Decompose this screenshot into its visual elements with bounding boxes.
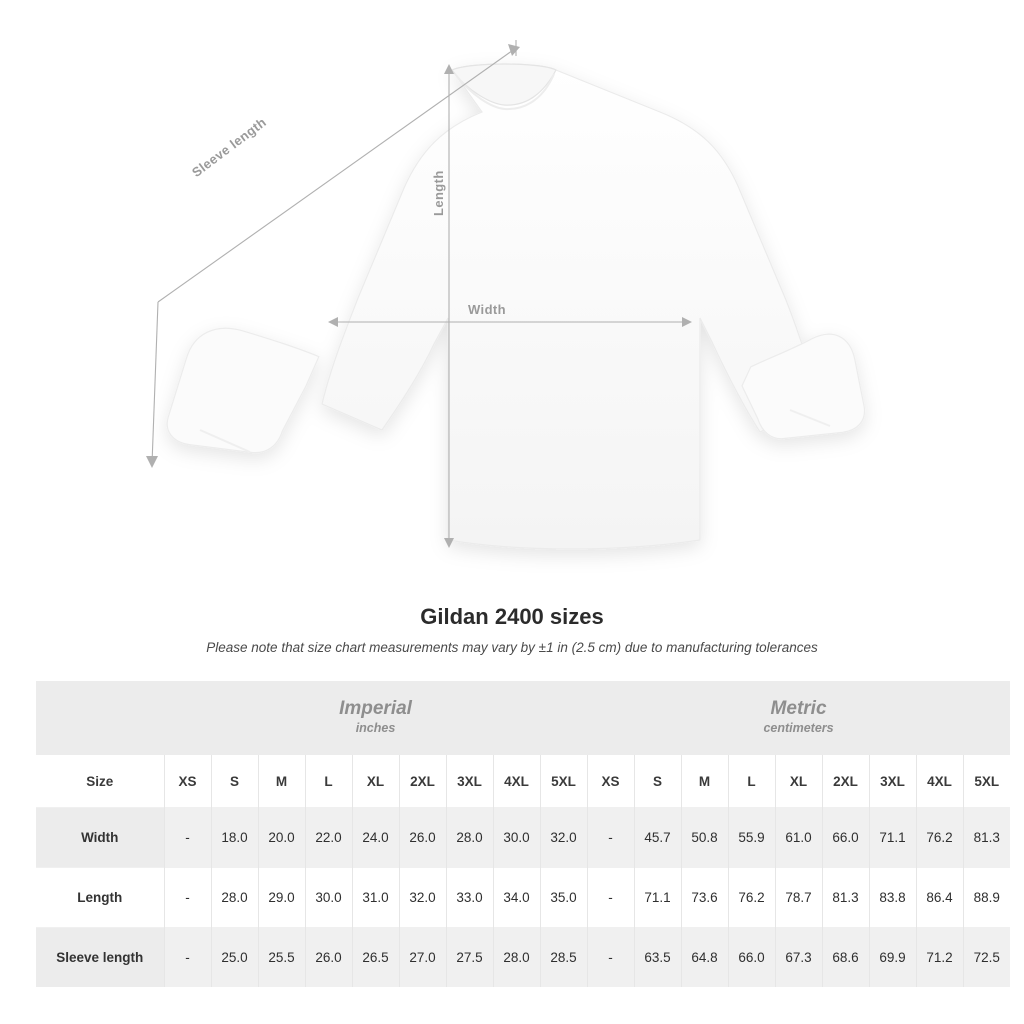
cell-width-imperial-m: 20.0 <box>258 808 305 868</box>
row-label-sleeve-length: Sleeve length <box>36 928 164 988</box>
unit-group-imperial-sub: inches <box>355 721 396 736</box>
unit-corner-cell <box>36 681 164 755</box>
header-metric-l: L <box>728 755 775 808</box>
cell-width-imperial-xl: 24.0 <box>352 808 399 868</box>
header-metric-xl: XL <box>775 755 822 808</box>
header-metric-s: S <box>634 755 681 808</box>
cell-length-metric-3xl: 83.8 <box>869 868 916 928</box>
cell-sleeve-metric-3xl: 69.9 <box>869 928 916 988</box>
cell-sleeve-imperial-4xl: 28.0 <box>493 928 540 988</box>
cell-length-metric-2xl: 81.3 <box>822 868 869 928</box>
size-corner-label: Size <box>36 755 164 808</box>
cell-sleeve-imperial-xl: 26.5 <box>352 928 399 988</box>
cell-length-imperial-xl: 31.0 <box>352 868 399 928</box>
cell-width-imperial-4xl: 30.0 <box>493 808 540 868</box>
cell-width-metric-m: 50.8 <box>681 808 728 868</box>
unit-group-imperial <box>164 681 587 755</box>
table-row <box>36 868 1010 928</box>
row-label-length: Length <box>36 868 164 928</box>
cell-width-metric-3xl: 71.1 <box>869 808 916 868</box>
cell-length-metric-xs: - <box>587 868 634 928</box>
cell-width-imperial-3xl: 28.0 <box>446 808 493 868</box>
cell-length-imperial-m: 29.0 <box>258 868 305 928</box>
header-imperial-xs: XS <box>164 755 211 808</box>
header-imperial-3xl: 3XL <box>446 755 493 808</box>
cell-sleeve-metric-5xl: 72.5 <box>963 928 1010 988</box>
header-imperial-l: L <box>305 755 352 808</box>
unit-group-imperial-name: Imperial <box>339 698 412 720</box>
cell-sleeve-metric-xl: 67.3 <box>775 928 822 988</box>
cell-sleeve-metric-2xl: 68.6 <box>822 928 869 988</box>
header-metric-m: M <box>681 755 728 808</box>
table-row <box>36 808 1010 868</box>
cell-width-metric-s: 45.7 <box>634 808 681 868</box>
cell-sleeve-metric-4xl: 71.2 <box>916 928 963 988</box>
unit-group-metric-name: Metric <box>770 698 827 720</box>
cell-length-imperial-xs: - <box>164 868 211 928</box>
cell-sleeve-imperial-2xl: 27.0 <box>399 928 446 988</box>
cell-sleeve-imperial-xs: - <box>164 928 211 988</box>
cell-width-imperial-2xl: 26.0 <box>399 808 446 868</box>
cell-width-metric-5xl: 81.3 <box>963 808 1010 868</box>
header-imperial-2xl: 2XL <box>399 755 446 808</box>
header-metric-4xl: 4XL <box>916 755 963 808</box>
cell-length-imperial-5xl: 35.0 <box>540 868 587 928</box>
header-imperial-xl: XL <box>352 755 399 808</box>
cell-width-imperial-s: 18.0 <box>211 808 258 868</box>
table-row <box>36 928 1010 988</box>
size-table-wrapper <box>36 681 1000 987</box>
unit-header-row <box>36 681 1010 755</box>
header-metric-2xl: 2XL <box>822 755 869 808</box>
length-dimension-label: Length <box>431 170 446 216</box>
width-dimension-label: Width <box>468 302 506 317</box>
cell-sleeve-metric-l: 66.0 <box>728 928 775 988</box>
cell-sleeve-imperial-l: 26.0 <box>305 928 352 988</box>
cell-length-imperial-s: 28.0 <box>211 868 258 928</box>
page-title: Gildan 2400 sizes <box>420 604 604 629</box>
cell-sleeve-imperial-3xl: 27.5 <box>446 928 493 988</box>
header-metric-xs: XS <box>587 755 634 808</box>
cell-sleeve-imperial-s: 25.0 <box>211 928 258 988</box>
cell-width-imperial-5xl: 32.0 <box>540 808 587 868</box>
cell-length-imperial-l: 30.0 <box>305 868 352 928</box>
title-block <box>0 604 1024 655</box>
sleeve-length-dimension-label: Sleeve length <box>188 114 270 180</box>
tolerance-note: Please note that size chart measurements may vary by ±1 in (2.5 cm) due to manufacturing tolerances <box>206 640 818 655</box>
cell-sleeve-metric-xs: - <box>587 928 634 988</box>
cell-width-metric-2xl: 66.0 <box>822 808 869 868</box>
cell-length-imperial-4xl: 34.0 <box>493 868 540 928</box>
cell-width-metric-xs: - <box>587 808 634 868</box>
unit-group-metric-sub: centimeters <box>763 721 834 736</box>
size-header-row <box>36 755 1010 808</box>
cell-width-metric-xl: 61.0 <box>775 808 822 868</box>
cell-length-metric-m: 73.6 <box>681 868 728 928</box>
cell-sleeve-imperial-m: 25.5 <box>258 928 305 988</box>
cell-width-imperial-l: 22.0 <box>305 808 352 868</box>
cell-length-imperial-3xl: 33.0 <box>446 868 493 928</box>
row-label-width: Width <box>36 808 164 868</box>
size-table <box>36 681 1010 987</box>
cell-length-metric-5xl: 88.9 <box>963 868 1010 928</box>
cell-sleeve-metric-s: 63.5 <box>634 928 681 988</box>
header-metric-3xl: 3XL <box>869 755 916 808</box>
shirt-shape <box>158 64 875 549</box>
cell-length-imperial-2xl: 32.0 <box>399 868 446 928</box>
unit-group-metric <box>587 681 1010 755</box>
header-imperial-m: M <box>258 755 305 808</box>
cell-length-metric-xl: 78.7 <box>775 868 822 928</box>
cell-width-metric-4xl: 76.2 <box>916 808 963 868</box>
header-imperial-5xl: 5XL <box>540 755 587 808</box>
cell-length-metric-l: 76.2 <box>728 868 775 928</box>
header-imperial-4xl: 4XL <box>493 755 540 808</box>
cell-width-imperial-xs: - <box>164 808 211 868</box>
header-metric-5xl: 5XL <box>963 755 1010 808</box>
cell-sleeve-imperial-5xl: 28.5 <box>540 928 587 988</box>
cell-width-metric-l: 55.9 <box>728 808 775 868</box>
cell-length-metric-s: 71.1 <box>634 868 681 928</box>
cell-sleeve-metric-m: 64.8 <box>681 928 728 988</box>
cell-length-metric-4xl: 86.4 <box>916 868 963 928</box>
header-imperial-s: S <box>211 755 258 808</box>
